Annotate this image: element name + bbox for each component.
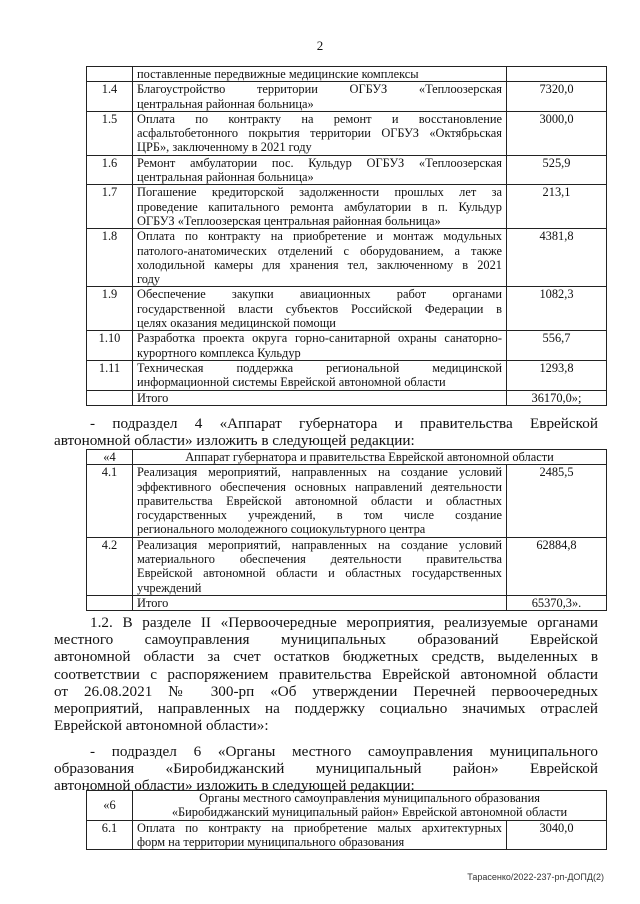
text-line: - подраздел 4 «Аппарат губернатора и правительства Еврейской <box>90 415 598 432</box>
text-line: автономной области» изложить в следующей редакции: <box>54 432 415 450</box>
row-description <box>133 287 507 331</box>
description-line: Обеспечение закупки авиационных работ органами <box>137 287 502 302</box>
row-value: 1082,3 <box>507 287 607 331</box>
row-number: 6.1 <box>87 820 133 850</box>
description-line: целях оказания медицинской помощи <box>137 316 336 331</box>
table-row <box>87 595 607 610</box>
row-value: 525,9 <box>507 155 607 185</box>
row-number: 1.8 <box>87 229 133 287</box>
table-subsection-1 <box>86 66 607 406</box>
header-title-line: «Биробиджанский муниципальный район» Еврейской автономной области <box>171 805 568 820</box>
table-subsection-4 <box>86 449 607 611</box>
row-number: 1.9 <box>87 287 133 331</box>
table-row <box>87 185 607 229</box>
row-value: 65370,3». <box>507 595 607 610</box>
description-line: Техническая поддержка региональной медицинской <box>137 360 502 375</box>
row-description <box>133 331 507 361</box>
description-line: Оплата по контракту на ремонт и восстановление <box>137 111 502 126</box>
text-line: от 26.08.2021 № 300-рп «Об утверждении Перечней первоочередных <box>54 682 598 700</box>
row-value: 556,7 <box>507 331 607 361</box>
description-line: Оплата по контракту на приобретение малых архитектурных <box>137 820 502 835</box>
row-number <box>87 595 133 610</box>
description-line: патолого-анатомических отделений с оборудованием, а также <box>137 243 502 258</box>
table-row <box>87 67 607 82</box>
description-line: регионального молодежного социокультурного центра <box>137 522 426 537</box>
row-value: 62884,8 <box>507 537 607 595</box>
text-line: соответствии с распоряжением правительства Еврейской автономной области <box>54 665 598 683</box>
description-line: государственных учреждений, в том числе создание <box>137 508 502 523</box>
row-number: 4.2 <box>87 537 133 595</box>
row-number <box>87 390 133 405</box>
row-description <box>133 111 507 155</box>
description-line: ЦРБ», заключенному в 2021 году <box>137 140 312 155</box>
description-line: Итого <box>137 390 169 405</box>
footer-reference: Тарасенко/2022-237-рп-ДОПД(2) <box>467 872 604 882</box>
description-line: информационной системы Еврейской автономной области <box>137 375 446 390</box>
description-line: Итого <box>137 595 169 610</box>
text-line: образования «Биробиджанский муниципальный район» Еврейской <box>54 760 598 778</box>
row-value: 3040,0 <box>507 820 607 850</box>
row-description <box>133 820 507 850</box>
row-description <box>133 82 507 112</box>
page-number: 2 <box>316 38 324 53</box>
description-line: Разработка проекта округа горно-санитарной охраны санаторно- <box>137 331 502 346</box>
row-number: 1.6 <box>87 155 133 185</box>
text-line: 1.2. В разделе II «Первоочередные мероприятия, реализуемые органами <box>90 614 598 631</box>
table-row <box>87 465 607 537</box>
description-line: Еврейской автономной области и областных государственных <box>137 566 502 581</box>
table-row <box>87 390 607 405</box>
table-row <box>87 229 607 287</box>
table-row <box>87 331 607 361</box>
description-line: поставленные передвижные медицинские комплексы <box>137 67 419 81</box>
description-line: материального обеспечения деятельности правительства <box>137 552 502 567</box>
table-row <box>87 820 607 850</box>
header-number: «6 <box>87 791 133 821</box>
row-number: 4.1 <box>87 465 133 537</box>
table-subsection-6 <box>86 790 607 850</box>
row-value <box>507 67 607 82</box>
description-line: Реализация мероприятий, направленных на создание условий <box>137 537 502 552</box>
row-number: 1.4 <box>87 82 133 112</box>
description-line: форм на территории муниципального образования <box>137 834 405 849</box>
row-value: 2485,5 <box>507 465 607 537</box>
description-line: учреждений <box>137 580 202 595</box>
row-value: 36170,0»; <box>507 390 607 405</box>
description-line: Погашение кредиторской задолженности прошлых лет за <box>137 185 502 200</box>
description-line: правительства Еврейской автономной области и областных <box>137 493 502 508</box>
text-line: - подраздел 6 «Органы местного самоуправления муниципального <box>90 743 598 760</box>
row-value: 1293,8 <box>507 360 607 390</box>
description-line: асфальтобетонного покрытия территории ОГБУЗ «Октябрьская <box>137 126 502 141</box>
row-number: 1.5 <box>87 111 133 155</box>
row-description <box>133 155 507 185</box>
description-line: холодильной камеры для хранения тел, заключенному в 2021 <box>137 257 502 272</box>
description-line: году <box>137 272 161 287</box>
row-description <box>133 360 507 390</box>
table-header-row <box>87 791 607 821</box>
row-description <box>133 185 507 229</box>
header-number: «4 <box>87 450 133 465</box>
row-description <box>133 595 507 610</box>
row-value: 3000,0 <box>507 111 607 155</box>
table-row <box>87 287 607 331</box>
description-line: Оплата по контракту на приобретение и монтаж модульных <box>137 229 502 244</box>
row-number <box>87 67 133 82</box>
text-line: Еврейской автономной области»: <box>54 717 269 735</box>
description-line: государственной власти субъектов Российской Федерации в <box>137 301 502 316</box>
text-line: автономной области» изложить в следующей редакции: <box>54 777 415 795</box>
description-line: курортного комплекса Кульдур <box>137 345 301 360</box>
description-line: эффективного обеспечения основных направлений деятельности <box>137 479 502 494</box>
table-row <box>87 82 607 112</box>
row-number: 1.10 <box>87 331 133 361</box>
paragraph-subsection-6-intro <box>54 743 598 795</box>
row-description <box>133 465 507 537</box>
paragraph-subsection-4-intro <box>54 415 598 450</box>
description-line: проведение капитального ремонта амбулатории в п. Кульдур <box>137 199 502 214</box>
text-line: местного самоуправления муниципальных образований Еврейской <box>54 631 598 649</box>
text-line: автономной области за счет остатков бюджетных средств, выделенных в <box>54 648 598 666</box>
text-line: мероприятий, направленных на поддержку социально значимых отраслей <box>54 700 598 718</box>
row-value: 213,1 <box>507 185 607 229</box>
description-line: Благоустройство территории ОГБУЗ «Теплоозерская <box>137 82 502 97</box>
table-header-row <box>87 450 607 465</box>
description-line: ОГБУЗ «Теплоозерская центральная районная больница» <box>137 213 441 228</box>
row-value: 4381,8 <box>507 229 607 287</box>
header-title <box>133 791 607 821</box>
table-row <box>87 111 607 155</box>
description-line: Реализация мероприятий, направленных на создание условий <box>137 465 502 480</box>
description-line: центральная районная больница» <box>137 96 314 111</box>
description-line: Ремонт амбулатории пос. Кульдур ОГБУЗ «Теплоозерская <box>137 155 502 170</box>
header-title: Аппарат губернатора и правительства Еврейской автономной области <box>133 450 607 465</box>
paragraph-section-2 <box>54 614 598 734</box>
header-title-line: Органы местного самоуправления муниципального образования <box>199 791 540 805</box>
row-description <box>133 390 507 405</box>
row-description <box>133 67 507 82</box>
row-description <box>133 229 507 287</box>
table-row <box>87 155 607 185</box>
row-number: 1.7 <box>87 185 133 229</box>
row-number: 1.11 <box>87 360 133 390</box>
table-row <box>87 537 607 595</box>
description-line: центральная районная больница» <box>137 170 314 185</box>
row-description <box>133 537 507 595</box>
table-row <box>87 360 607 390</box>
row-value: 7320,0 <box>507 82 607 112</box>
